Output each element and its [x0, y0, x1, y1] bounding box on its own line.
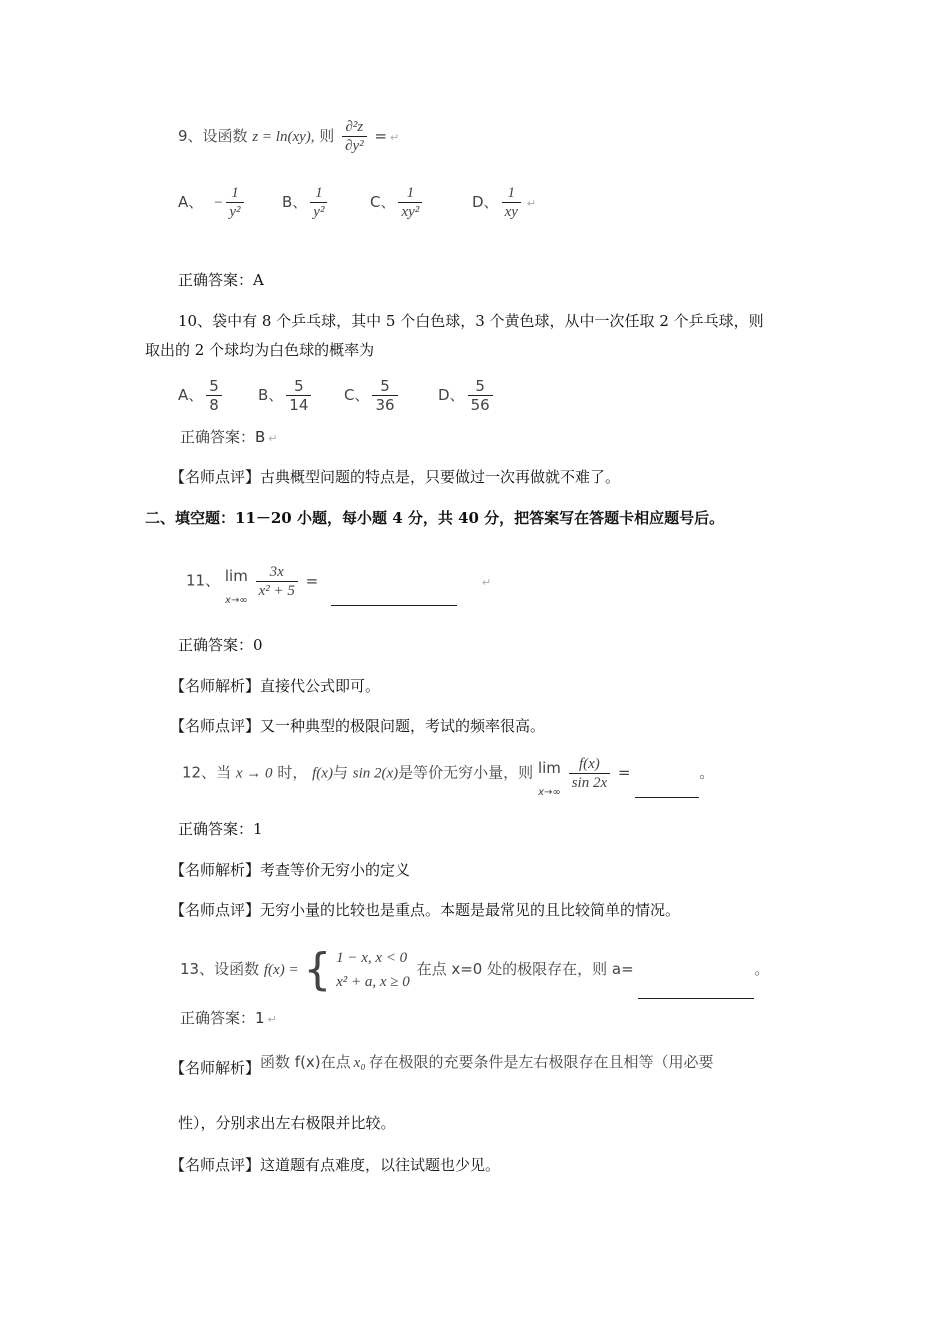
q9-deriv-den: ∂y²	[342, 136, 367, 155]
q11-answer: 正确答案：0	[178, 636, 263, 654]
q13-answer: 正确答案：1 ↵	[180, 1009, 277, 1027]
return-mark-icon: ↵	[268, 432, 278, 445]
q13-comment: 【名师点评】这道题有点难度，以往试题也少见。	[170, 1156, 501, 1174]
q9-option-d: D、 $\frac{1}{xy}$ ↵	[472, 185, 537, 220]
q9-then: 则	[319, 127, 335, 145]
q9-option-a: A、 − $\frac{1}{\text{y²}}$	[178, 184, 247, 221]
q11-answer-blank	[331, 579, 457, 606]
q13-cases: 1 − x, x < 0 x² + a, x ≥ 0	[336, 949, 410, 990]
q10-option-a: A、 $\frac{5}{8}$	[178, 377, 225, 414]
q11-stem: 11、 lim x→∞ $\frac{3x}{\text{x² + 5}}$ = ↵	[186, 556, 491, 606]
q12-limit: lim x→∞	[537, 759, 561, 798]
q12-stem: 12、当 x → 0 时， f(x)与 sin 2(x)是等价无穷小量，则 lim x→∞ $\frac{f(x)}{\sin 2x}$ = 。	[182, 748, 714, 798]
q10-stem-line2: 取出的 2 个球均为白色球的概率为	[145, 341, 375, 359]
q10-option-b: B、 $\frac{5}{14}$	[258, 377, 314, 414]
q10-option-d: D、 $\frac{5}{56}$	[438, 377, 496, 414]
q9-answer: 正确答案：A	[178, 271, 264, 289]
q11-comment: 【名师点评】又一种典型的极限问题，考试的频率很高。	[170, 717, 546, 735]
q13-analysis-text: 函数 f(x)在点 x₀ 存在极限的充要条件是左右极限存在且相等（用必要	[260, 1053, 714, 1071]
q13-analysis-continued: 性），分别求出左右极限并比较。	[178, 1114, 396, 1132]
q12-comment: 【名师点评】无穷小量的比较也是重点。本题是最常见的且比较简单的情况。	[170, 901, 681, 919]
q9-derivative	[342, 118, 367, 155]
q12-answer-blank	[635, 773, 699, 798]
q13-brace: {	[303, 943, 332, 995]
q10-comment: 【名师点评】古典概型问题的特点是，只要做过一次再做就不难了。	[170, 468, 621, 486]
q11-analysis: 【名师解析】直接代公式即可。	[170, 677, 381, 695]
q10-answer: 正确答案：B ↵	[180, 428, 278, 446]
q13-analysis-label: 【名师解析】	[170, 1059, 261, 1077]
q9-option-c: C、 $\frac{1}{\text{xy²}}$	[370, 184, 425, 221]
q9-stem	[178, 118, 399, 155]
q13-analysis	[170, 1053, 714, 1079]
q9-eq: =	[374, 127, 388, 145]
q13-stem: 13、设函数 f(x) = { 1 − x, x < 0 x² + a, x ≥ 0 在点 x=0 处的极限存在，则 a= 。	[180, 940, 769, 999]
q10-stem-line1: 10、袋中有 8 个乒乓球，其中 5 个白色球，3 个黄色球，从中一次任取 2 个乒乓球，则	[178, 312, 764, 330]
section-heading: 二、填空题：11－20 小题，每小题 4 分，共 40 分，把答案写在答题卡相应题号后。	[145, 509, 725, 527]
q12-answer: 正确答案：1	[178, 820, 263, 838]
return-mark-icon: ↵	[481, 575, 492, 589]
q13-answer-blank	[638, 972, 754, 999]
q11-limit: lim x→∞	[224, 567, 248, 606]
q12-analysis: 【名师解析】考查等价无穷小的定义	[170, 861, 411, 879]
q9-option-b: B、 $\frac{1}{\text{y²}}$	[282, 184, 330, 221]
q9-deriv-num: ∂²z	[345, 119, 364, 135]
return-mark-icon: ↵	[390, 131, 400, 144]
return-mark-icon: ↵	[267, 1013, 277, 1026]
q9-expr: z = ln(xy),	[252, 129, 315, 145]
q9-prefix: 9、设函数	[178, 127, 248, 145]
q10-option-c: C、 $\frac{5}{36}$	[344, 377, 401, 414]
